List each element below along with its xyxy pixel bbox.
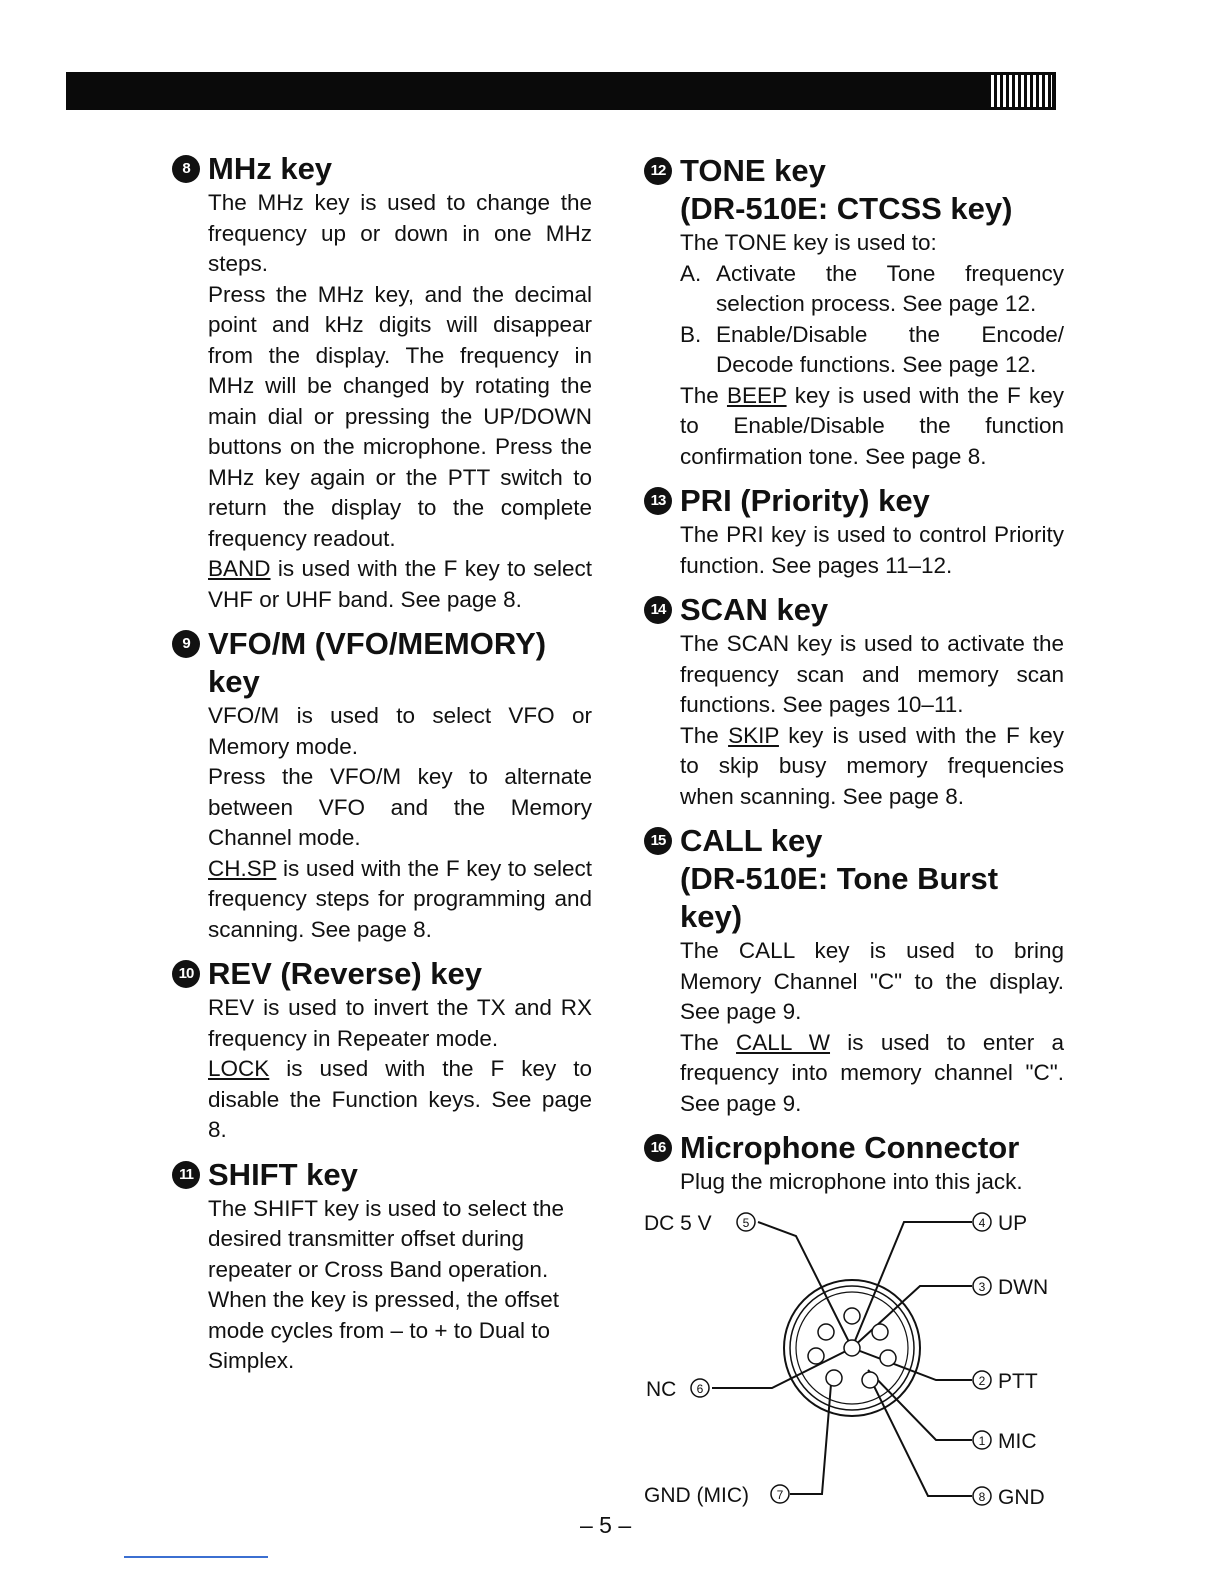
section-title: MHz key <box>208 151 333 186</box>
section-heading <box>644 152 1064 228</box>
paragraph <box>208 554 592 615</box>
key-name: BEEP <box>726 382 787 408</box>
paragraph <box>680 1028 1064 1120</box>
paragraph-text: key is used with the F key to skip busy memory frequencies when scanning. See page 8. <box>680 722 1065 809</box>
pin-number-6: 6 <box>696 1382 704 1396</box>
section-title: Microphone Connector <box>680 1130 1020 1165</box>
pin-6 <box>808 1348 824 1364</box>
pin-number-7: 7 <box>776 1488 784 1502</box>
label-mic: MIC <box>998 1430 1037 1453</box>
section-heading <box>172 1156 592 1194</box>
paragraph: The SCAN key is used to activate the frequency scan and memory scan functions. See pages 10–11. <box>680 631 1064 717</box>
pin-7 <box>826 1370 842 1386</box>
section-pri-key <box>644 482 1064 581</box>
section-rev-key <box>172 955 592 1146</box>
number-badge: 11 <box>172 1161 200 1189</box>
section-body <box>680 228 1064 472</box>
paragraph: The CALL key is used to bring Memory Channel "C" to the display. See page 9. <box>680 938 1064 1024</box>
pin-2 <box>880 1350 896 1366</box>
section-title: PRI (Priority) key <box>680 483 930 518</box>
section-title <box>680 152 1012 228</box>
key-name: CALL W <box>736 1029 831 1055</box>
number-badge: 8 <box>172 155 200 183</box>
paragraph: Press the VFO/M key to alternate between VFO and the Memory Channel mode. <box>208 764 592 850</box>
number-badge: 13 <box>644 487 672 515</box>
list-label: B. <box>680 321 702 347</box>
label-up: UP <box>998 1212 1028 1235</box>
key-name: BAND <box>208 556 271 581</box>
label-dc5v: DC 5 V <box>644 1212 712 1235</box>
pin-1 <box>862 1372 878 1388</box>
section-scan-key <box>644 591 1064 812</box>
paragraph: REV is used to invert the TX and RX frequency in Repeater mode. <box>208 995 592 1051</box>
paragraph <box>680 381 1064 473</box>
number-badge: 10 <box>172 960 200 988</box>
pin-number-8: 8 <box>978 1490 986 1504</box>
section-tone-key <box>644 152 1064 472</box>
section-heading <box>644 591 1064 629</box>
section-heading <box>644 822 1064 936</box>
number-badge: 14 <box>644 596 672 624</box>
number-badge: 15 <box>644 827 672 855</box>
list-label: A. <box>680 260 702 286</box>
paragraph-text: is used with the F key to select VHF or UHF band. See page 8. <box>208 556 592 612</box>
list-text: Activate the Tone frequency selection process. See page 12. <box>716 260 1064 316</box>
section-title <box>208 625 546 701</box>
paragraph: Plug the microphone into this jack. <box>680 1169 1023 1194</box>
pin-number-3: 3 <box>978 1280 986 1294</box>
right-column <box>644 152 1064 1208</box>
section-heading <box>172 625 592 701</box>
section-title-line: (DR-510E: Tone Burst key) <box>680 861 999 934</box>
section-body <box>680 520 1064 581</box>
section-body <box>208 701 592 945</box>
paragraph: The TONE key is used to: <box>680 230 937 255</box>
pin-center <box>844 1340 860 1356</box>
paragraph-text: is used with the F key to disable the Function keys. See page 8. <box>208 1056 592 1142</box>
section-title-line: key <box>208 664 260 699</box>
section-call-key <box>644 822 1064 1119</box>
paragraph-text: The <box>680 382 727 408</box>
section-title: SHIFT key <box>208 1156 358 1192</box>
paragraph-text: The <box>680 722 729 748</box>
section-title-line: CALL key <box>680 823 823 858</box>
paragraph-text: The <box>680 1029 737 1055</box>
section-body <box>208 188 592 615</box>
section-heading <box>644 1129 1064 1167</box>
section-body <box>680 936 1064 1119</box>
section-title-line: TONE key <box>680 153 826 188</box>
label-nc: NC <box>646 1378 677 1401</box>
leader-line-7 <box>790 1372 832 1494</box>
page-number: – 5 – <box>580 1512 632 1538</box>
pin-number-1: 1 <box>978 1434 986 1448</box>
number-badge: 12 <box>644 157 672 185</box>
paragraph: The SHIFT key is used to select the desired transmitter offset during repeater or Cross Band operation. When the key is pressed, the offset mode cycles from – to + to Dual to Simplex. <box>208 1195 564 1373</box>
left-column <box>172 150 592 1387</box>
pin-3 <box>872 1324 888 1340</box>
section-vfo-key <box>172 625 592 945</box>
paragraph <box>208 854 592 946</box>
header-stripes <box>988 75 1052 107</box>
section-body <box>680 629 1064 812</box>
label-gnd-mic: GND (MIC) <box>644 1484 749 1507</box>
section-body <box>208 993 592 1146</box>
key-name: SKIP <box>728 722 779 748</box>
pin-number-5: 5 <box>742 1216 750 1230</box>
paragraph: The MHz key is used to change the frequency up or down in one MHz steps. <box>208 190 592 276</box>
number-badge: 16 <box>644 1134 672 1162</box>
label-ptt: PTT <box>998 1370 1038 1393</box>
leader-line-5 <box>758 1222 852 1348</box>
pin-number-2: 2 <box>978 1374 986 1388</box>
section-mhz-key <box>172 150 592 615</box>
section-heading <box>644 482 1064 520</box>
section-title <box>680 822 1064 936</box>
key-name: CH.SP <box>208 855 277 881</box>
paragraph: The PRI key is used to control Priority function. See pages 11–12. <box>680 522 1064 578</box>
pin-number-4: 4 <box>978 1216 986 1230</box>
key-name: LOCK <box>208 1056 270 1081</box>
section-title: REV (Reverse) key <box>208 956 482 991</box>
microphone-connector-diagram <box>636 1200 1076 1520</box>
section-shift-key <box>172 1156 592 1377</box>
paragraph: VFO/M is used to select VFO or Memory mode. <box>208 703 592 759</box>
section-title-line: VFO/M (VFO/MEMORY) <box>208 626 547 661</box>
section-heading <box>172 150 592 188</box>
section-body <box>208 1194 592 1377</box>
list-item <box>680 320 1064 381</box>
paragraph <box>208 1054 592 1146</box>
paragraph <box>680 721 1064 813</box>
section-title-line: (DR-510E: CTCSS key) <box>680 191 1013 226</box>
leader-line-8 <box>870 1378 972 1496</box>
footer-rule <box>124 1556 268 1558</box>
paragraph-text: is used with the F key to select frequency steps for programming and scanning. See page 8. <box>208 855 592 942</box>
paragraph-text: is used to enter a frequency into memory channel "C". See page 9. <box>680 1029 1064 1116</box>
section-body <box>680 1167 1064 1198</box>
paragraph-text: key is used with the F key to Enable/Disable the function confirmation tone. See page 8. <box>680 382 1065 469</box>
header-bar <box>66 72 1056 110</box>
section-microphone-connector <box>644 1129 1064 1198</box>
label-gnd: GND <box>998 1486 1045 1509</box>
section-heading <box>172 955 592 993</box>
section-title: SCAN key <box>680 592 829 627</box>
number-badge: 9 <box>172 630 200 658</box>
list-text: Enable/Disable the Encode/ Decode functions. See page 12. <box>716 321 1064 377</box>
paragraph: Press the MHz key, and the decimal point and kHz digits will disappear from the display. The frequency in MHz will be changed by rotating the main dial or pressing the UP/DOWN buttons on the microphone. Press the MHz key again or the PTT switch to return the display to the complete frequency readout. <box>208 281 592 551</box>
label-dwn: DWN <box>998 1276 1049 1299</box>
pin-5 <box>844 1308 860 1324</box>
pin-4-left <box>818 1324 834 1340</box>
list-item <box>680 259 1064 320</box>
